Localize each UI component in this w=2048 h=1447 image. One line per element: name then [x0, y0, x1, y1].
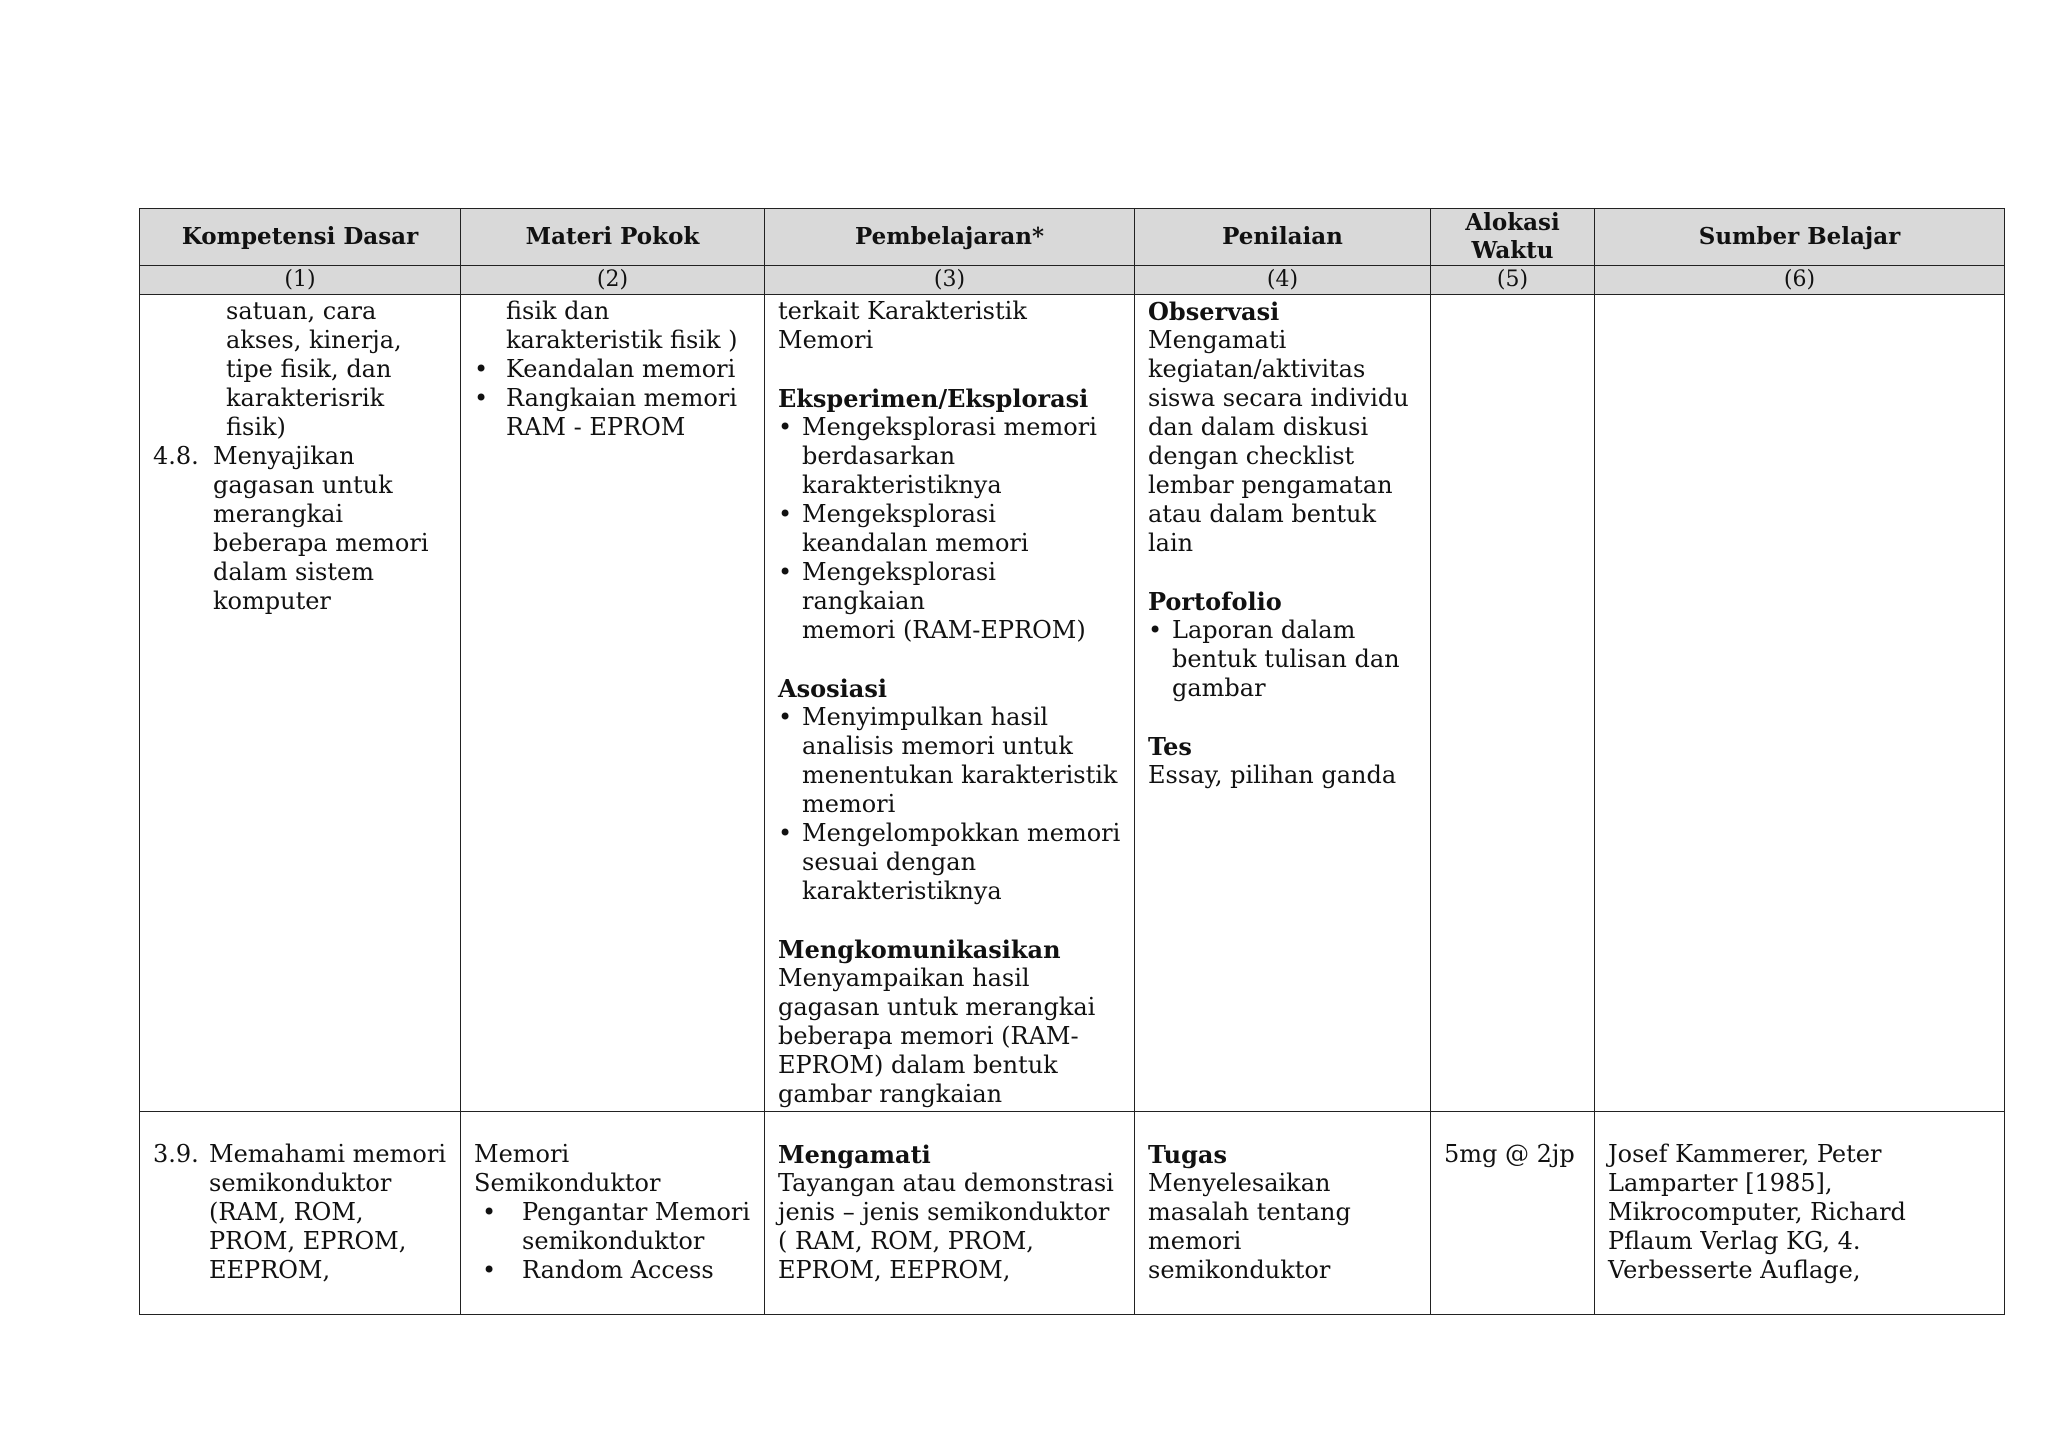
mp-line: fisik dan: [506, 297, 610, 325]
header-alokasi-line2: Waktu: [1471, 237, 1554, 264]
header-alokasi-line1: Alokasi: [1465, 209, 1560, 236]
pb-line: jenis – jenis semikonduktor: [778, 1198, 1110, 1226]
kd-number: 4.8.: [153, 442, 199, 470]
sb-line: Josef Kammerer, Peter: [1608, 1140, 1882, 1168]
kd-line: (RAM, ROM,: [209, 1198, 364, 1226]
kd-line: PROM, EPROM,: [209, 1227, 407, 1255]
table-row: [140, 1112, 2005, 1315]
section-title-mengkomunikasikan: Mengkomunikasikan: [778, 935, 1061, 964]
kd-line: komputer: [213, 587, 331, 615]
kd-line: satuan, cara: [226, 297, 377, 325]
pn-line: Mengamati: [1148, 326, 1287, 354]
list-item: [778, 819, 1122, 906]
pb-line: EPROM, EEPROM,: [778, 1256, 1011, 1284]
pn-line: dengan checklist: [1148, 442, 1355, 470]
pb-line: memori: [802, 790, 896, 818]
header-sumber-belajar: Sumber Belajar: [1595, 209, 2005, 266]
bullet-icon: •: [1148, 616, 1163, 644]
pb-line: beberapa memori (RAM-: [778, 1022, 1079, 1050]
list-item: [474, 1198, 752, 1256]
pembelajaran-cell: [765, 295, 1135, 1112]
section-title-tugas: Tugas: [1148, 1140, 1227, 1169]
bullet-icon: •: [778, 558, 793, 586]
penilaian-cell: [1135, 295, 1431, 1112]
pb-line: karakteristiknya: [802, 471, 1002, 499]
kd-line: EEPROM,: [209, 1256, 331, 1284]
pb-line: Tayangan atau demonstrasi: [778, 1169, 1114, 1197]
pn-line: masalah tentang: [1148, 1198, 1351, 1226]
mp-item-text: semikonduktor: [522, 1227, 705, 1255]
section-title-eksperimen: Eksperimen/Eksplorasi: [778, 384, 1089, 413]
kd-text: [213, 442, 429, 616]
pembelajaran-cell: [765, 1112, 1135, 1315]
list-item: [778, 500, 1122, 558]
pn-line: atau dalam bentuk: [1148, 500, 1377, 528]
pb-line: gambar rangkaian: [778, 1080, 1003, 1108]
pb-line: keandalan memori: [802, 529, 1029, 557]
alokasi-cell: [1431, 1112, 1595, 1315]
col-number-5: (5): [1431, 266, 1595, 295]
bullet-icon: •: [778, 500, 793, 528]
pb-line: Memori: [778, 326, 874, 354]
col-number-4: (4): [1135, 266, 1431, 295]
kd-line: merangkai: [213, 500, 344, 528]
penilaian-cell: [1135, 1112, 1431, 1315]
col-number-1: (1): [140, 266, 461, 295]
list-item: [474, 1256, 752, 1285]
sb-line: Verbesserte Auflage,: [1608, 1256, 1861, 1284]
kd-item-4-8: [153, 442, 448, 616]
kd-line: beberapa memori: [213, 529, 429, 557]
mp-line: Semikonduktor: [474, 1169, 661, 1197]
kd-line: dalam sistem: [213, 558, 374, 586]
kd-number: 3.9.: [153, 1140, 199, 1168]
pb-line: Mengeksplorasi rangkaian: [802, 558, 996, 615]
pn-line: siswa secara individu: [1148, 384, 1409, 412]
mp-line: Memori: [474, 1140, 570, 1168]
list-item: [474, 355, 752, 384]
header-row: [140, 209, 2005, 266]
section-title-mengamati: Mengamati: [778, 1140, 931, 1169]
bullet-icon: •: [778, 413, 793, 441]
list-item: [474, 384, 752, 442]
sb-line: Mikrocomputer, Richard: [1608, 1198, 1906, 1226]
mp-item-text: Rangkaian memori: [506, 384, 737, 412]
pn-line: dan dalam diskusi: [1148, 413, 1369, 441]
col-number-2: (2): [461, 266, 765, 295]
pn-line: lembar pengamatan: [1148, 471, 1393, 499]
column-number-row: [140, 266, 2005, 295]
pb-line: ( RAM, ROM, PROM,: [778, 1227, 1034, 1255]
pb-line: analisis memori untuk: [802, 732, 1073, 760]
syllabus-table: [139, 208, 2005, 1315]
sb-line: Pflaum Verlag KG, 4.: [1608, 1227, 1861, 1255]
pn-line: gambar: [1172, 674, 1266, 702]
kd-continued: [153, 297, 448, 442]
pn-line: semikonduktor: [1148, 1256, 1331, 1284]
pb-line: memori (RAM-EPROM): [802, 616, 1086, 644]
mp-continued: [474, 297, 752, 355]
kd-line: tipe fisik, dan: [226, 355, 392, 383]
pn-line: Menyelesaikan: [1148, 1169, 1331, 1197]
bullet-icon: •: [482, 1256, 497, 1284]
col-number-3: (3): [765, 266, 1135, 295]
pb-line: Mengelompokkan memori: [802, 819, 1121, 847]
mp-item-text: Pengantar Memori: [522, 1198, 751, 1226]
pb-line: Mengeksplorasi: [802, 500, 996, 528]
sumber-cell: [1595, 1112, 2005, 1315]
bullet-icon: •: [474, 355, 489, 383]
pb-line: sesuai dengan: [802, 848, 977, 876]
section-title-portofolio: Portofolio: [1148, 587, 1282, 616]
bullet-icon: •: [778, 819, 793, 847]
sumber-cell: [1595, 295, 2005, 1112]
bullet-icon: •: [778, 703, 793, 731]
list-item: [1148, 616, 1418, 703]
section-title-asosiasi: Asosiasi: [778, 674, 887, 703]
pb-line: karakteristiknya: [802, 877, 1002, 905]
header-kompetensi-dasar: Kompetensi Dasar: [140, 209, 461, 266]
pn-line: lain: [1148, 529, 1194, 557]
header-alokasi-waktu: [1431, 209, 1595, 266]
header-materi-pokok: Materi Pokok: [461, 209, 765, 266]
kd-text: [209, 1140, 446, 1285]
pb-line: terkait Karakteristik: [778, 297, 1027, 325]
pb-line: gagasan untuk merangkai: [778, 993, 1096, 1021]
header-pembelajaran: Pembelajaran*: [765, 209, 1135, 266]
kd-line: Menyajikan: [213, 442, 355, 470]
bullet-icon: •: [474, 384, 489, 412]
mp-line: karakteristik fisik ): [506, 326, 738, 354]
mp-item-text: Keandalan memori: [506, 355, 736, 383]
section-title-observasi: Observasi: [1148, 297, 1280, 326]
pb-line: menentukan karakteristik: [802, 761, 1118, 789]
kd-cell: [140, 1112, 461, 1315]
pb-line: Mengeksplorasi memori: [802, 413, 1097, 441]
mp-cell: [461, 1112, 765, 1315]
mp-cell: [461, 295, 765, 1112]
kd-line: akses, kinerja,: [226, 326, 402, 354]
bullet-icon: •: [482, 1198, 497, 1226]
sb-line: Lamparter [1985],: [1608, 1169, 1833, 1197]
pn-line: bentuk tulisan dan: [1172, 645, 1400, 673]
mp-item-text: RAM - EPROM: [506, 413, 686, 441]
list-item: [778, 558, 1122, 645]
kd-line: semikonduktor: [209, 1169, 392, 1197]
kd-line: Memahami memori: [209, 1140, 446, 1168]
pn-line: Laporan dalam: [1172, 616, 1356, 644]
pb-line: Menyampaikan hasil: [778, 964, 1030, 992]
kd-line: gagasan untuk: [213, 471, 393, 499]
pn-line: memori: [1148, 1227, 1242, 1255]
kd-line: karakterisrik: [226, 384, 385, 412]
header-penilaian: Penilaian: [1135, 209, 1431, 266]
pb-line: EPROM) dalam bentuk: [778, 1051, 1058, 1079]
table-row: [140, 295, 2005, 1112]
kd-cell: [140, 295, 461, 1112]
col-number-6: (6): [1595, 266, 2005, 295]
kd-line: fisik): [226, 413, 286, 441]
kd-item-3-9: [153, 1140, 448, 1285]
section-title-tes: Tes: [1148, 732, 1192, 761]
alokasi-cell: [1431, 295, 1595, 1112]
mp-item-text: Random Access: [522, 1256, 714, 1284]
pb-line: Menyimpulkan hasil: [802, 703, 1049, 731]
tes-text: Essay, pilihan ganda: [1148, 761, 1397, 789]
pb-line: berdasarkan: [802, 442, 956, 470]
list-item: [778, 413, 1122, 500]
alokasi-value: 5mg @ 2jp: [1444, 1140, 1575, 1168]
pn-line: kegiatan/aktivitas: [1148, 355, 1366, 383]
list-item: [778, 703, 1122, 819]
